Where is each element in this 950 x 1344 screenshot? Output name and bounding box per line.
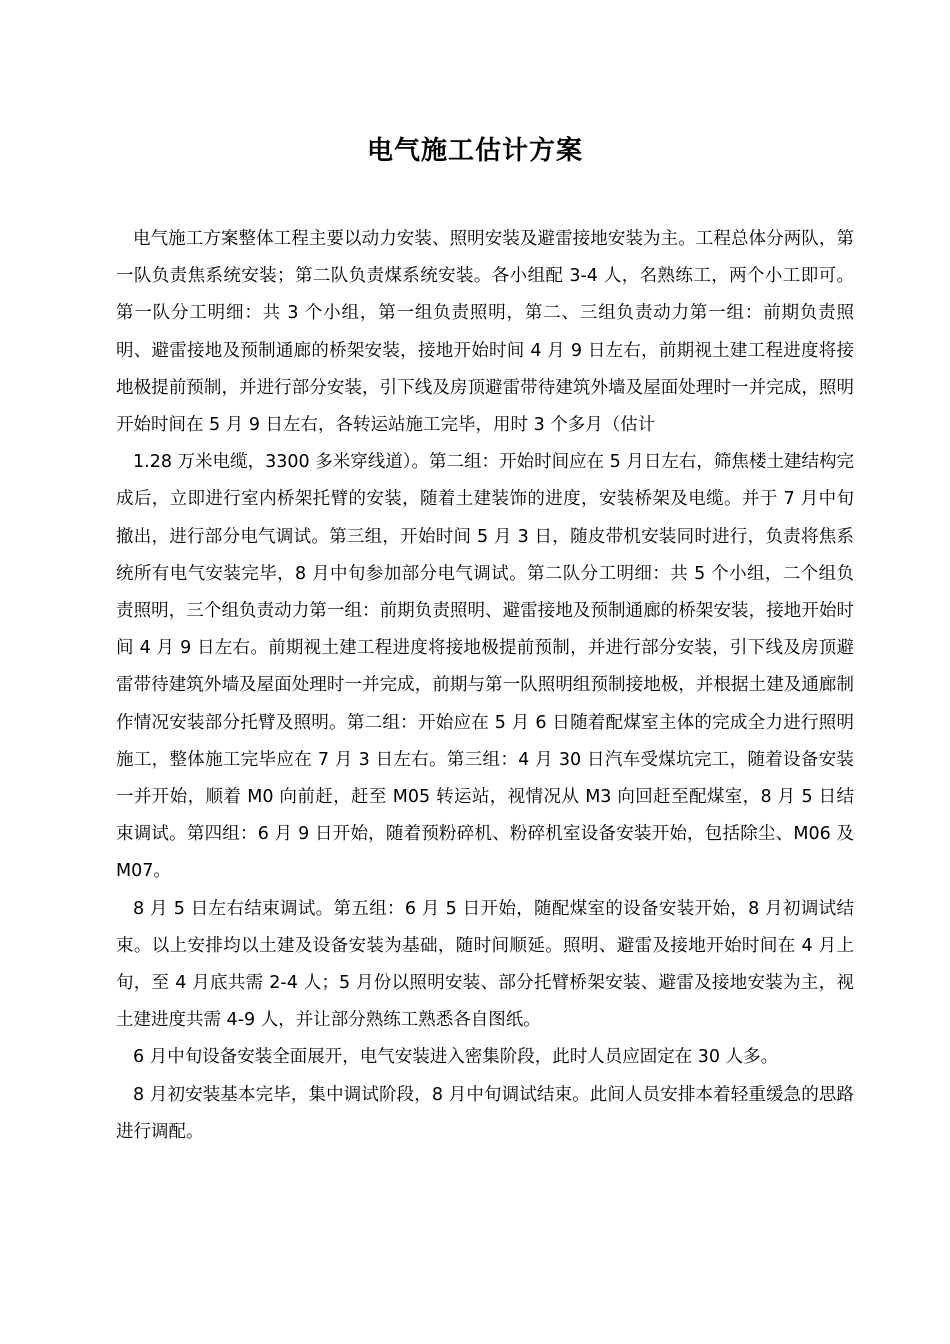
paragraph-2: 1.28 万米电缆，3300 多米穿线道）。第二组：开始时间应在 5 月日左右，筛焦楼土建结构完成后，立即进行室内桥架托臂的安装，随着土建装饰的进度，安装桥架及电缆。并于 7 月中旬撤出，进行部分电气调试。第三组，开始时间 5 月 3 日，随皮带机安装同时进行，负责将焦系统所有电气安装完毕，8 月中旬参加部分电气调试。第二队分工明细：共 5 个小组，二个组负责照明，三个组负责动力第一组：前期负责照明、避雷接地及预制通廊的桥架安装，接地开始时间 4 月 9 日左右。前期视土建工程进度将接地极提前预制，并进行部分安装，引下线及房顶避雷带待建筑外墙及屋面处理时一并完成，前期与第一队照明组预制接地极，并根据土建及通廊制作情况安装部分托臂及照明。第二组：开始应在 5 月 6 日随着配煤室主体的完成全力进行照明施工，整体施工完毕应在 7 月 3 日左右。第三组：4 月 30 日汽车受煤坑完工，随着设备安装一并开始，顺着 M0 向前赶，赶至 M05 转运站，视情况从 M3 向回赶至配煤室，8 月 5 日结束调试。第四组：6 月 9 日开始，随着预粉碎机、粉碎机室设备安装开始，包括除尘、M06 及 M07。: [116, 452, 854, 882]
paragraph-1: 电气施工方案整体工程主要以动力安装、照明安装及避雷接地安装为主。工程总体分两队，第一队负责焦系统安装；第二队负责煤系统安装。各小组配 3-4 人，名熟练工，两个小工即可。第一队分工明细：共 3 个小组，第一组负责照明，第二、三组负责动力第一组：前期负责照明、避雷接地及预制通廊的桥架安装，接地开始时间 4 月 9 日左右，前期视土建工程进度将接地极提前预制，并进行部分安装，引下线及房顶避雷带待建筑外墙及屋面处理时一并完成，照明开始时间在 5 月 9 日左右，各转运站施工完毕，用时 3 个多月（估计: [116, 229, 854, 436]
document-title: 电气施工估计方案: [366, 136, 583, 166]
paragraph-3: 8 月 5 日左右结束调试。第五组：6 月 5 日开始，随配煤室的设备安装开始，8 月初调试结束。以上安排均以土建及设备安装为基础，随时间顺延。照明、避雷及接地开始时间在 4 月上旬，至 4 月底共需 2-4 人；5 月份以照明安装、部分托臂桥架安装、避雷及接地安装为主，视土建进度共需 4-9 人，并让部分熟练工熟悉各自图纸。: [116, 898, 854, 1031]
paragraph-4: 6 月中旬设备安装全面展开，电气安装进入密集阶段，此时人员应固定在 30 人多。: [133, 1047, 779, 1068]
document-body: [116, 221, 854, 1151]
paragraph-5: 8 月初安装基本完毕，集中调试阶段，8 月中旬调试结束。此间人员安排本着轻重缓急的思路进行调配。: [116, 1084, 854, 1142]
